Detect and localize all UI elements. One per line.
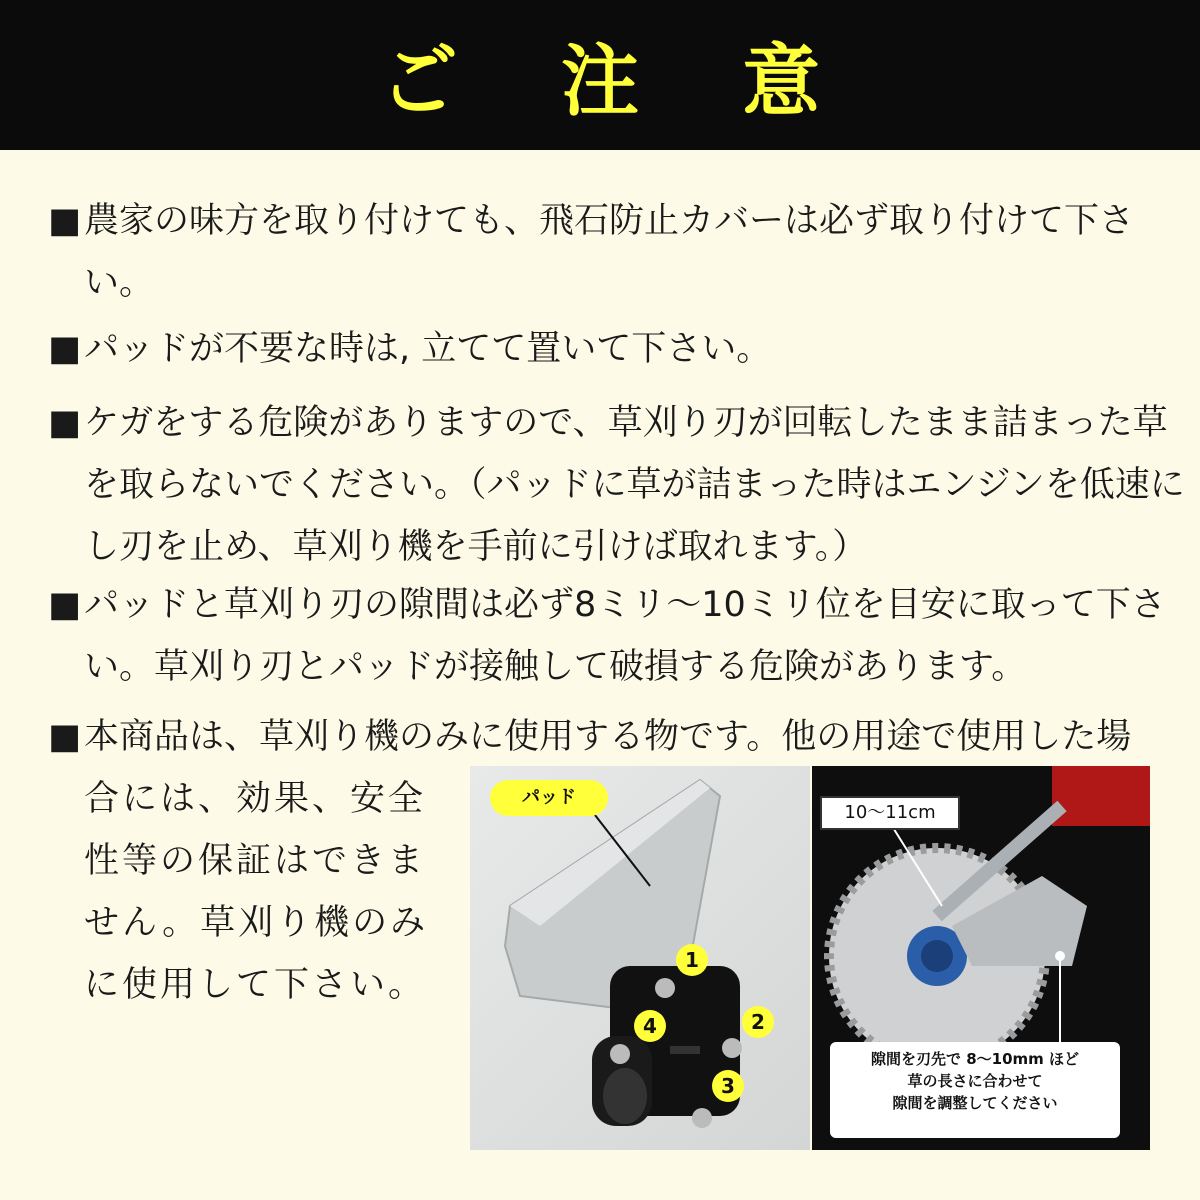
caption-line: 隙間を刃先で 8〜10mm ほど bbox=[870, 1050, 1080, 1068]
notice-text: 農家の味方を取り付けても、飛石防止カバーは必ず取り付けて下さい。 bbox=[84, 201, 1135, 303]
bolt-number-badge: 4 bbox=[634, 1010, 666, 1042]
bullet-square: ■ bbox=[48, 201, 82, 241]
page-title: ご 注 意 bbox=[379, 37, 859, 127]
pad-illustration bbox=[470, 766, 810, 1150]
header-banner bbox=[0, 0, 1200, 150]
bullet-square: ■ bbox=[48, 403, 82, 443]
bullet-square: ■ bbox=[48, 585, 82, 625]
notice-text: パッドが不要な時は, 立てて置いて下さい。 bbox=[84, 329, 772, 369]
caption-line: 草の長さに合わせて bbox=[907, 1072, 1043, 1090]
blade-gap-photo bbox=[812, 766, 1150, 1150]
bullet-square: ■ bbox=[48, 717, 82, 757]
bolt-number-badge: 1 bbox=[676, 944, 708, 976]
notice-text: パッドと草刈り刃の隙間は必ず8ミリ〜10ミリ位を目安に取って下さい。草刈り刃とパッドが接触して破損する危険があります。 bbox=[84, 585, 1166, 687]
pad-label-badge: パッド bbox=[490, 780, 608, 816]
caption-line: 隙間を調整してください bbox=[892, 1094, 1058, 1112]
notice-item-5 bbox=[48, 706, 1158, 768]
notice-item-3 bbox=[48, 392, 1194, 578]
pad-product-photo bbox=[470, 766, 810, 1150]
notice-text: ケガをする危険がありますので、草刈り刃が回転したまま詰まった草を取らないでください。（パッドに草が詰まった時はエンジンを低速にし刃を止め、草刈り機を手前に引けば取れます。） bbox=[84, 403, 1185, 567]
dimension-label: 10〜11cm bbox=[820, 796, 960, 830]
notice-item-2 bbox=[48, 318, 1194, 380]
notice-item-4 bbox=[48, 574, 1194, 698]
notice-text-first-line: 本商品は、草刈り機のみに使用する物です。他の用途で使用した場 bbox=[84, 717, 1132, 757]
notice-item-1 bbox=[48, 190, 1194, 314]
bolt-number-badge: 3 bbox=[712, 1070, 744, 1102]
notice-text-continued: 合には、効果、安全性等の保証はできません。草刈り機のみに使用して下さい。 bbox=[84, 779, 429, 1005]
bullet-square: ■ bbox=[48, 329, 82, 369]
bolt-number-badge: 2 bbox=[742, 1006, 774, 1038]
gap-caption-box bbox=[830, 1042, 1120, 1138]
